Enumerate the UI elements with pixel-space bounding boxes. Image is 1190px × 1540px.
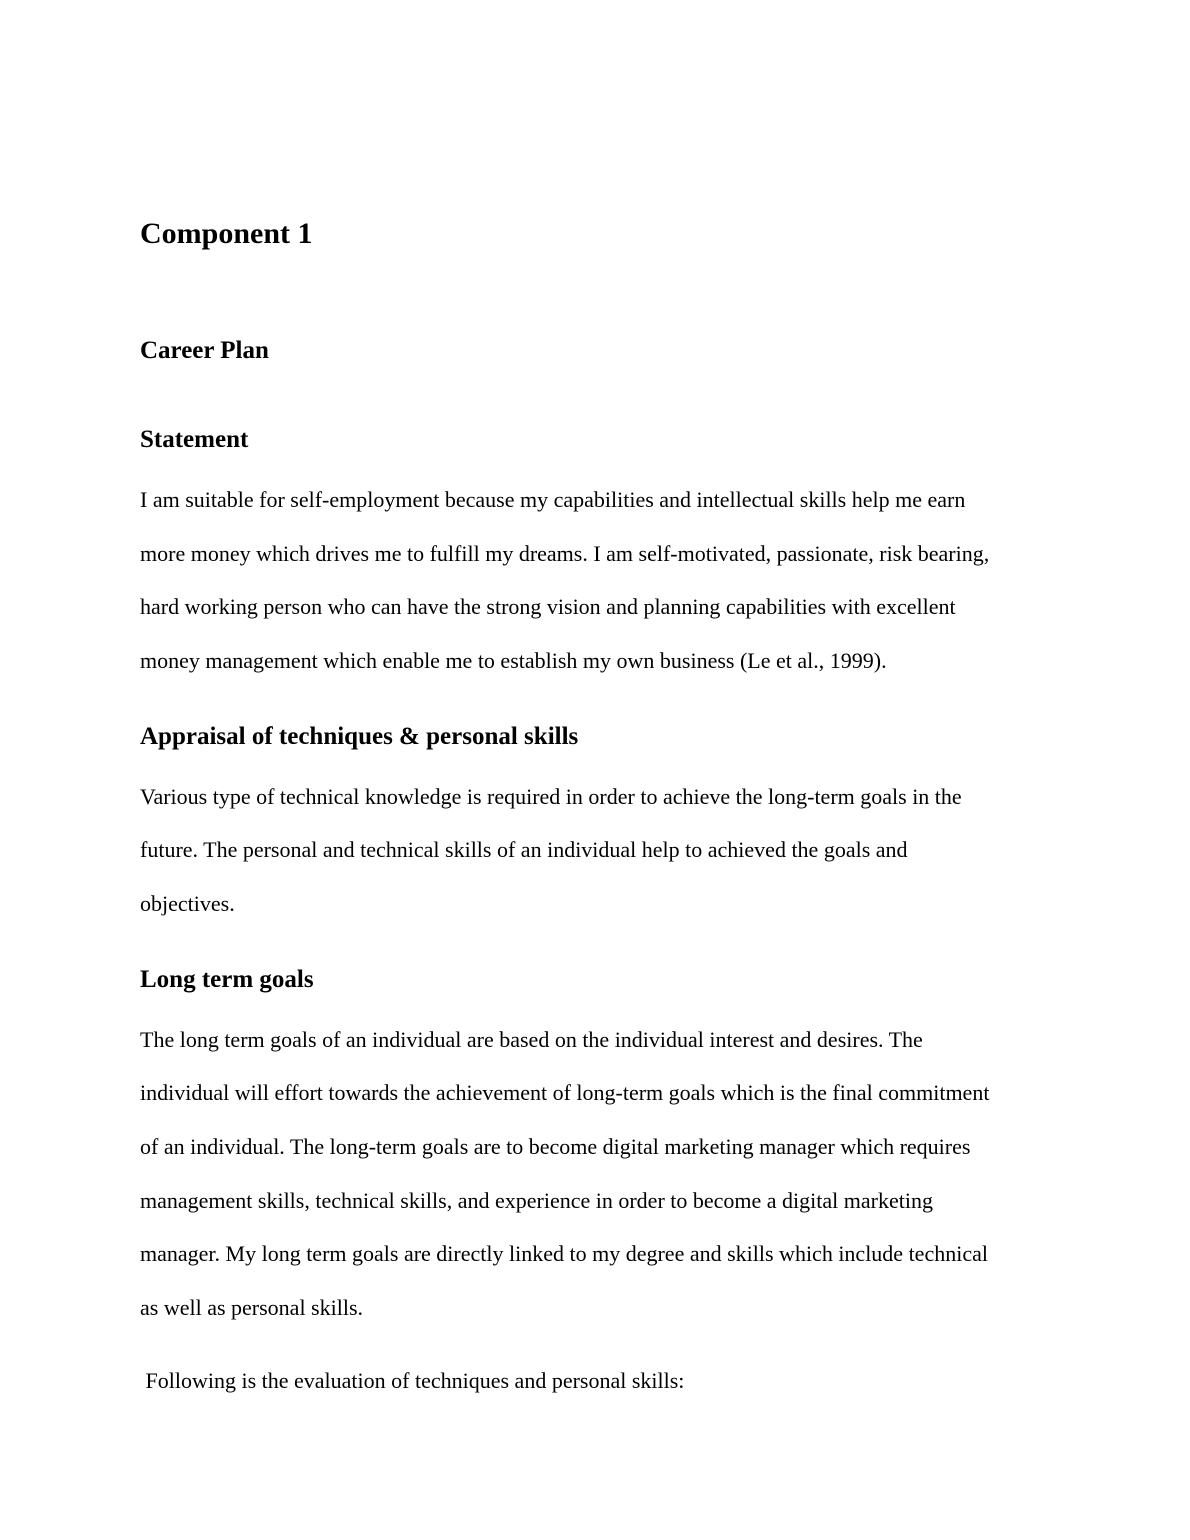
long-term-goals-line-2: individual will effort towards the achievement of long-term goals which is the final commitment: [140, 1080, 990, 1105]
statement-heading: Statement: [140, 426, 249, 453]
long-term-goals-line-6: as well as personal skills.: [140, 1295, 364, 1320]
long-term-goals-line-5: manager. My long term goals are directly linked to my degree and skills which include technical: [140, 1241, 988, 1266]
long-term-goals-line-3: of an individual. The long-term goals are to become digital marketing manager which requires: [140, 1134, 971, 1159]
closing-line: Following is the evaluation of techniques and personal skills:: [140, 1368, 685, 1393]
statement-line-1: I am suitable for self-employment because my capabilities and intellectual skills help me earn: [140, 487, 966, 512]
long-term-goals-line-4: management skills, technical skills, and experience in order to become a digital marketing: [140, 1188, 933, 1213]
appraisal-line-2: future. The personal and technical skills of an individual help to achieved the goals and: [140, 837, 908, 862]
career-plan-title: Career Plan: [140, 337, 269, 364]
appraisal-line-1: Various type of technical knowledge is required in order to achieve the long-term goals in the: [140, 784, 962, 809]
long-term-goals-heading: Long term goals: [140, 966, 314, 993]
component-title: Component 1: [140, 217, 313, 250]
statement-line-3: hard working person who can have the strong vision and planning capabilities with excellent: [140, 594, 956, 619]
long-term-goals-line-1: The long term goals of an individual are based on the individual interest and desires. The: [140, 1027, 923, 1052]
statement-line-4: money management which enable me to establish my own business (Le et al., 1999).: [140, 648, 887, 673]
appraisal-heading: Appraisal of techniques & personal skills: [140, 723, 579, 750]
statement-line-2: more money which drives me to fulfill my dreams. I am self-motivated, passionate, risk bearing,: [140, 541, 990, 566]
appraisal-line-3: objectives.: [140, 891, 235, 916]
